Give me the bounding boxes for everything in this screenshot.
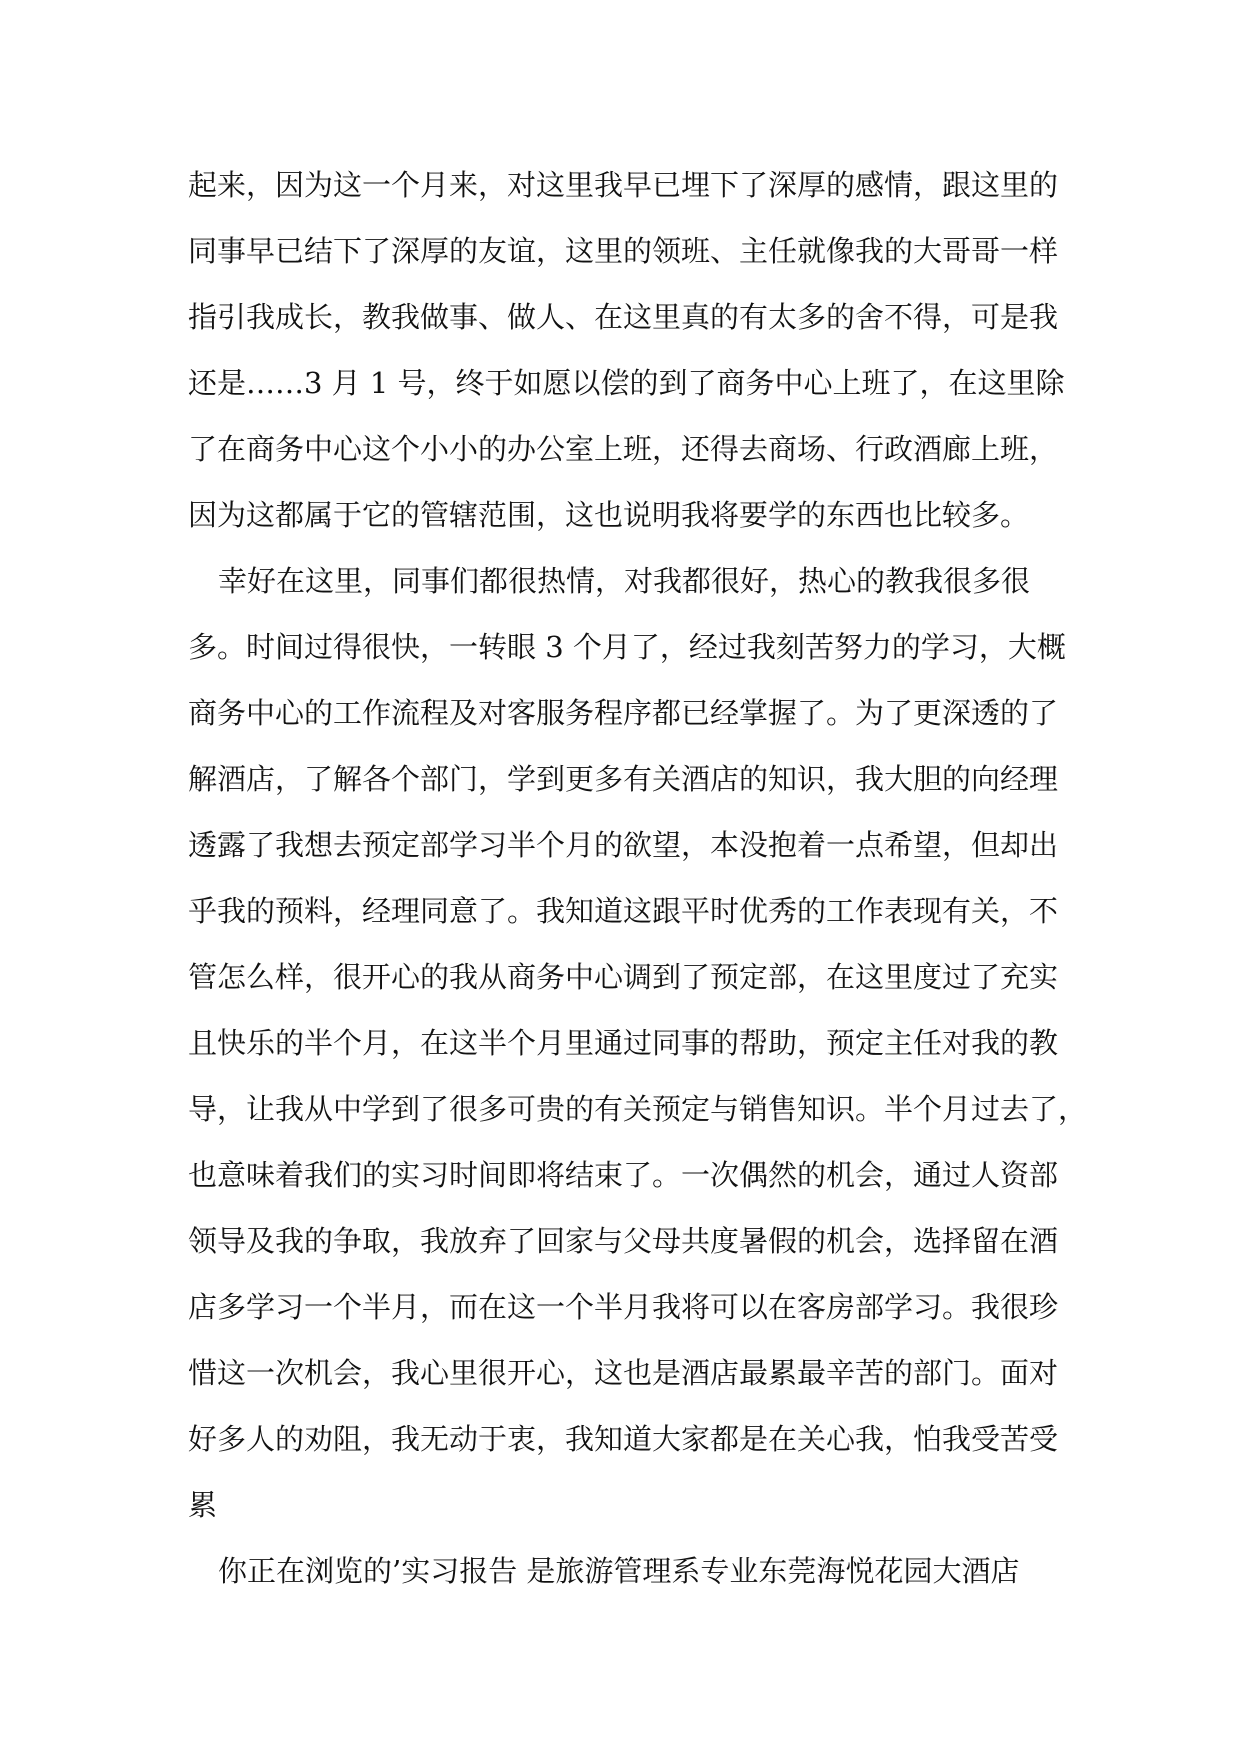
text-line: 同事早已结下了深厚的友谊，这里的领班、主任就像我的大哥哥一样 xyxy=(188,234,1059,268)
text-line: 累 xyxy=(188,1488,218,1522)
text-line: 幸好在这里，同事们都很热情，对我都很好，热心的教我很多很 xyxy=(218,564,1031,598)
text-line: 惜这一次机会，我心里很开心，这也是酒店最累最辛苦的部门。面对 xyxy=(188,1356,1059,1390)
paragraph-2 xyxy=(188,548,1088,1538)
text-line: 你正在浏览的’实习报告 是旅游管理系专业东莞海悦花园大酒店 xyxy=(218,1554,1020,1588)
text-line: 多。时间过得很快，一转眼 3 个月了，经过我刻苦努力的学习，大概 xyxy=(188,630,1066,664)
text-line: 指引我成长，教我做事、做人、在这里真的有太多的舍不得，可是我 xyxy=(188,300,1059,334)
text-line: 店多学习一个半月，而在这一个半月我将可以在客房部学习。我很珍 xyxy=(188,1290,1059,1324)
text-line: 管怎么样，很开心的我从商务中心调到了预定部，在这里度过了充实 xyxy=(188,960,1059,994)
text-line: 了在商务中心这个小小的办公室上班，还得去商场、行政酒廊上班， xyxy=(188,432,1059,466)
text-line: 领导及我的争取，我放弃了回家与父母共度暑假的机会，选择留在酒 xyxy=(188,1224,1059,1258)
text-line: 且快乐的半个月，在这半个月里通过同事的帮助，预定主任对我的教 xyxy=(188,1026,1059,1060)
text-line: 透露了我想去预定部学习半个月的欲望，本没抱着一点希望，但却出 xyxy=(188,828,1059,862)
text-line: 商务中心的工作流程及对客服务程序都已经掌握了。为了更深透的了 xyxy=(188,696,1059,730)
text-line: 也意味着我们的实习时间即将结束了。一次偶然的机会，通过人资部 xyxy=(188,1158,1059,1192)
text-line: 因为这都属于它的管辖范围，这也说明我将要学的东西也比较多。 xyxy=(188,498,1030,532)
text-line: 好多人的劝阻，我无动于衷，我知道大家都是在关心我，怕我受苦受 xyxy=(188,1422,1059,1456)
document-body xyxy=(188,152,1088,1604)
text-line: 起来，因为这一个月来，对这里我早已埋下了深厚的感情，跟这里的 xyxy=(188,168,1059,202)
text-line: 导，让我从中学到了很多可贵的有关预定与销售知识。半个月过去了， xyxy=(188,1092,1088,1126)
text-line: 解酒店，了解各个部门，学到更多有关酒店的知识，我大胆的向经理 xyxy=(188,762,1059,796)
text-line: 还是……3 月 1 号，终于如愿以偿的到了商务中心上班了，在这里除 xyxy=(188,366,1065,400)
paragraph-1 xyxy=(188,152,1065,548)
text-line: 乎我的预料，经理同意了。我知道这跟平时优秀的工作表现有关，不 xyxy=(188,894,1059,928)
paragraph-3 xyxy=(188,1538,1058,1604)
